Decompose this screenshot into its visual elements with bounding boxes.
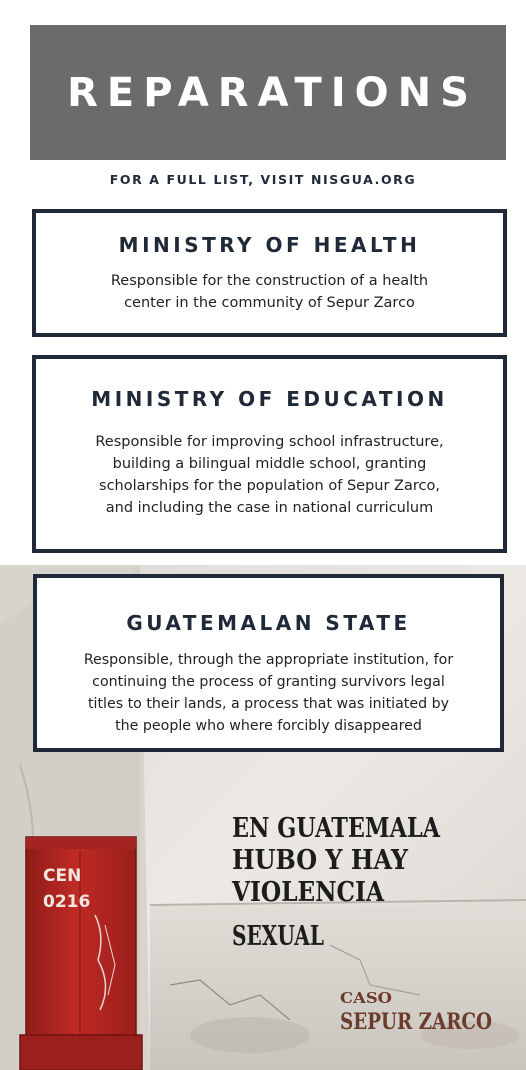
card-description: Responsible for improving school infrastructure, building a bilingual middle school, granting scholarships for the population of Sepur Zarco, and including the case in national curriculum: [95, 434, 444, 516]
card-title: GUATEMALAN STATE: [126, 611, 411, 635]
red-electrical-box-icon: [20, 837, 142, 1070]
subtitle-link-text: FOR A FULL LIST, VISIT NISGUA.ORG: [109, 172, 417, 187]
card-description: Responsible for the construction of a health center in the community of Sepur Zarco: [110, 273, 429, 311]
graffiti-line: EN GUATEMALA: [232, 813, 441, 844]
graffiti-line: SEXUAL: [232, 921, 325, 952]
card-ministry-of-education: [32, 355, 507, 553]
card-guatemalan-state: [33, 574, 504, 752]
box-label-cen: CEN: [43, 866, 82, 886]
page-title: REPARATIONS: [67, 69, 478, 116]
card-title: MINISTRY OF EDUCATION: [91, 387, 448, 411]
card-ministry-of-health: [32, 209, 507, 337]
graffiti-line: HUBO Y HAY: [232, 845, 409, 876]
title-banner: [30, 25, 506, 160]
card-title: MINISTRY OF HEALTH: [118, 233, 421, 257]
graffiti-line: VIOLENCIA: [231, 877, 385, 908]
box-label-number: 0216: [43, 892, 91, 912]
stencil-sepur-zarco: SEPUR ZARCO: [340, 1009, 492, 1035]
stencil-caso: CASO: [340, 989, 392, 1007]
card-description: Responsible, through the appropriate institution, for continuing the process of granting survivors legal titles to their lands, a process that was initiated by the people who where forcibly disappeared: [83, 652, 454, 734]
